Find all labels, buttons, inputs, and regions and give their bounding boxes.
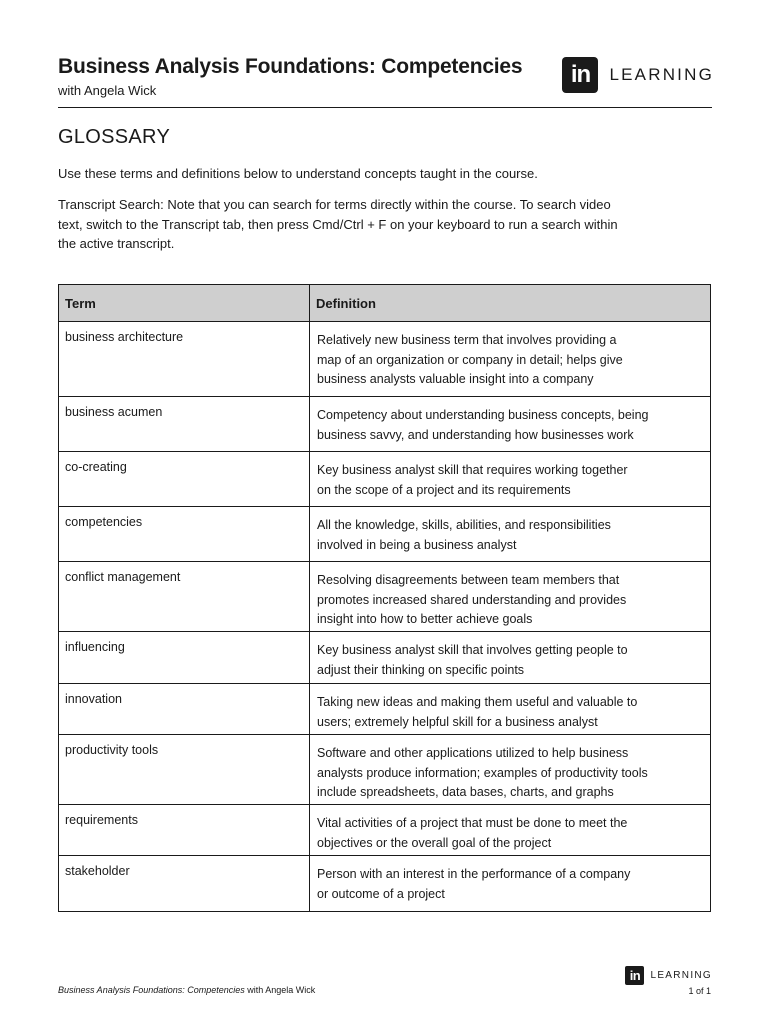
definition-line: Competency about understanding business concepts, being bbox=[317, 408, 649, 422]
definition-line: Resolving disagreements between team members that bbox=[317, 573, 620, 587]
definition-line: All the knowledge, skills, abilities, and responsibilities bbox=[317, 518, 611, 532]
column-header-definition: Definition bbox=[310, 285, 711, 322]
definition-line: involved in being a business analyst bbox=[317, 537, 517, 552]
table-row bbox=[59, 735, 711, 805]
term-cell: competencies bbox=[59, 507, 310, 562]
definition-line: insight into how to better achieve goals bbox=[317, 612, 533, 626]
definition-cell bbox=[310, 735, 711, 805]
definition-cell bbox=[310, 805, 711, 856]
table-row bbox=[59, 397, 711, 452]
definition-line: on the scope of a project and its requirements bbox=[317, 482, 571, 497]
definition-line: Key business analyst skill that requires working together bbox=[317, 463, 628, 477]
table-header-row bbox=[59, 285, 711, 322]
brand-text: LEARNING bbox=[609, 65, 714, 84]
document-title: Business Analysis Foundations: Competencies bbox=[58, 55, 523, 78]
glossary-rows bbox=[59, 322, 711, 912]
linkedin-logo-icon: in bbox=[562, 57, 598, 93]
term-cell: conflict management bbox=[59, 562, 310, 632]
header-divider bbox=[58, 107, 712, 108]
footer-brand-text: LEARNING bbox=[650, 970, 712, 981]
term-cell: influencing bbox=[59, 632, 310, 684]
table-row bbox=[59, 452, 711, 507]
table-row bbox=[59, 632, 711, 684]
definition-line: include spreadsheets, data bases, charts, and graphs bbox=[317, 785, 614, 799]
definition-cell bbox=[310, 507, 711, 562]
definition-line: promotes increased shared understanding and provides bbox=[317, 592, 627, 607]
term-cell: innovation bbox=[59, 684, 310, 735]
definition-line: Vital activities of a project that must be done to meet the bbox=[317, 816, 628, 830]
definition-cell bbox=[310, 397, 711, 452]
definition-cell bbox=[310, 322, 711, 397]
definition-line: users; extremely helpful skill for a business analyst bbox=[317, 714, 598, 729]
linkedin-learning-brand bbox=[562, 57, 714, 93]
definition-line: adjust their thinking on specific points bbox=[317, 662, 525, 677]
table-row bbox=[59, 856, 711, 912]
document-subtitle: with Angela Wick bbox=[58, 83, 157, 98]
footer-course-title: Business Analysis Foundations: Competencies bbox=[58, 985, 245, 995]
definition-line: objectives or the overall goal of the project bbox=[317, 835, 552, 850]
definition-line: Taking new ideas and making them useful and valuable to bbox=[317, 695, 638, 709]
page-number: 1 of 1 bbox=[688, 986, 711, 996]
footer-author: with Angela Wick bbox=[244, 985, 316, 995]
term-cell: co-creating bbox=[59, 452, 310, 507]
definition-line: business savvy, and understanding how businesses work bbox=[317, 427, 634, 442]
table-row bbox=[59, 684, 711, 735]
definition-line: Relatively new business term that involves providing a bbox=[317, 333, 617, 347]
definition-line: Key business analyst skill that involves getting people to bbox=[317, 643, 628, 657]
footer-course-credit bbox=[58, 985, 315, 995]
table-row bbox=[59, 805, 711, 856]
definition-line: business analysts valuable insight into a company bbox=[317, 372, 594, 386]
table-row bbox=[59, 322, 711, 397]
definition-cell bbox=[310, 684, 711, 735]
term-cell: business architecture bbox=[59, 322, 310, 397]
section-title: GLOSSARY bbox=[58, 126, 171, 148]
definition-line: or outcome of a project bbox=[317, 886, 445, 901]
glossary-table bbox=[58, 284, 711, 912]
table-row bbox=[59, 562, 711, 632]
definition-cell bbox=[310, 632, 711, 684]
definition-line: map of an organization or company in detail; helps give bbox=[317, 352, 623, 367]
intro-paragraph: Use these terms and definitions below to understand concepts taught in the course. bbox=[58, 166, 538, 181]
term-cell: requirements bbox=[59, 805, 310, 856]
footer-brand bbox=[625, 966, 712, 985]
definition-line: Software and other applications utilized to help business bbox=[317, 746, 629, 760]
definition-line: Person with an interest in the performance of a company bbox=[317, 867, 631, 881]
transcript-note: Transcript Search: Note that you can search for terms directly within the course. To search video text, switch to the Transcript tab, then press Cmd/Ctrl + F on your keyboard to run a search within the active transcript. bbox=[58, 197, 618, 251]
term-cell: productivity tools bbox=[59, 735, 310, 805]
term-cell: stakeholder bbox=[59, 856, 310, 912]
footer-linkedin-logo-icon: in bbox=[625, 966, 644, 985]
table-row bbox=[59, 507, 711, 562]
definition-cell bbox=[310, 856, 711, 912]
definition-cell bbox=[310, 562, 711, 632]
definition-cell bbox=[310, 452, 711, 507]
column-header-term: Term bbox=[59, 285, 310, 322]
page-header bbox=[58, 55, 714, 109]
definition-line: analysts produce information; examples of productivity tools bbox=[317, 765, 648, 780]
term-cell: business acumen bbox=[59, 397, 310, 452]
